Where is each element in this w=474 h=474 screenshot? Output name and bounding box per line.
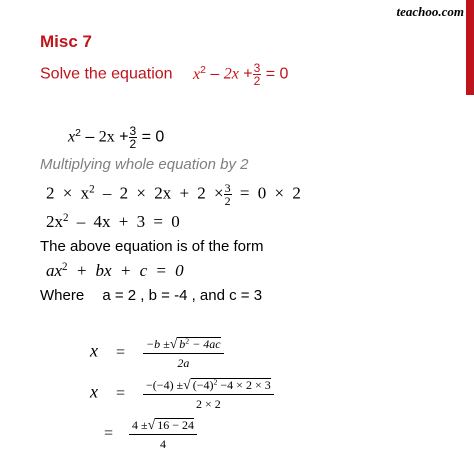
step2-fraction: $\frac{3}{2}$ bbox=[224, 181, 231, 208]
question-op1: – bbox=[210, 65, 220, 83]
question-exp: 2 bbox=[200, 65, 206, 77]
general-form: $ax^2$ + bx + c = 0 bbox=[46, 260, 184, 280]
quadratic-formula: x = $\frac{-b \pm√ b^2 - 4ac}{2a}$ bbox=[90, 337, 224, 369]
question-fraction: $\frac{3}{2}$ bbox=[253, 61, 261, 88]
where-line: Where a = 2 , b = -4 , and c = 3 bbox=[40, 287, 263, 304]
question-line bbox=[40, 62, 288, 87]
page-title: Misc 7 bbox=[40, 32, 92, 51]
scrollbar-track[interactable] bbox=[466, 0, 474, 474]
substitution-1: x = $\frac{-(-4) \pm√ (-4)^2 -4 \times 2 \times 3}{2 \times 2}$ bbox=[90, 378, 274, 410]
brand-logo: teachoo.com bbox=[396, 4, 464, 19]
question-term: 2x bbox=[223, 65, 239, 83]
question-var: x bbox=[193, 65, 201, 83]
form-text: The above equation is of the form bbox=[40, 238, 264, 255]
step2-equation: $2 \times x^2 - 2 \times 2x + 2$ × $\frac{3}{2}$ = 0 × 2 bbox=[46, 181, 301, 208]
substitution-2-fraction: $\frac{4 \pm√ 16 - 24}{4}$ bbox=[129, 418, 197, 450]
formula-fraction: $\frac{-b \pm√ b^2 - 4ac}{2a}$ bbox=[143, 337, 224, 369]
radical-icon: √ bbox=[147, 417, 156, 432]
step1-equation: $x^2 - 2x$ + $\frac{3}{2}$ = 0 bbox=[68, 124, 165, 151]
question-rhs: = 0 bbox=[265, 65, 289, 83]
step1-fraction: $\frac{3}{2}$ bbox=[129, 124, 137, 151]
radical-icon: √ bbox=[169, 336, 178, 351]
substitution-2: = $\frac{4 \pm√ 16 - 24}{4}$ bbox=[104, 418, 197, 450]
question-op2: + bbox=[243, 65, 253, 83]
question-prefix: Solve the equation bbox=[40, 65, 173, 83]
scrollbar-thumb[interactable] bbox=[466, 0, 474, 95]
substitution-1-fraction: $\frac{-(-4) \pm√ (-4)^2 -4 \times 2 \times 3}{2 \times 2}$ bbox=[143, 378, 274, 410]
note-text: Multiplying whole equation by 2 bbox=[40, 156, 249, 173]
step3-equation: $2x^2 - 4x + 3 = 0$ bbox=[46, 211, 180, 231]
radical-icon: √ bbox=[183, 377, 191, 392]
